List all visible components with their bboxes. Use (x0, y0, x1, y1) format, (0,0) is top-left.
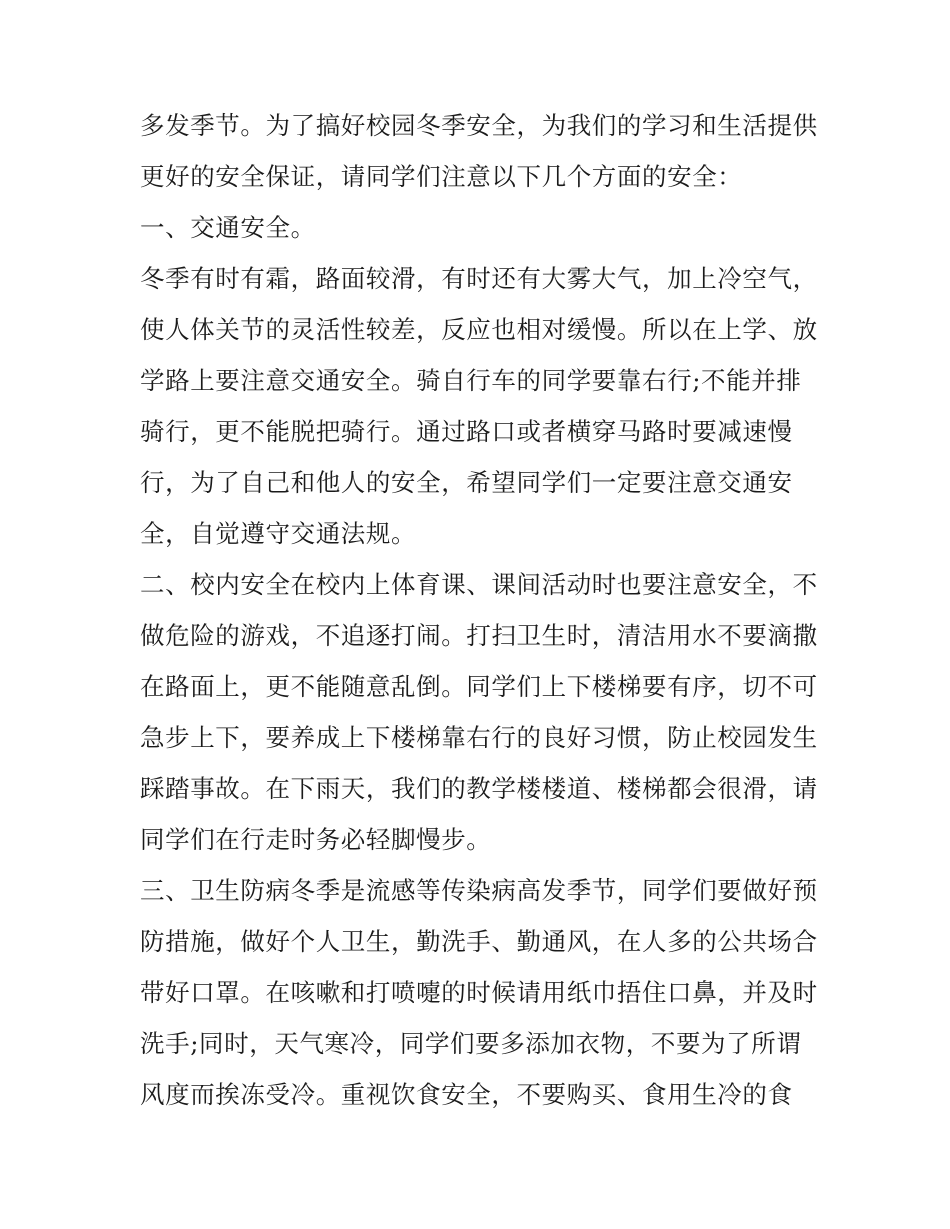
text-line: 做危险的游戏，不追逐打闹。打扫卫生时，清洁用水不要滴撒 (140, 621, 818, 650)
text-line: 使人体关节的灵活性较差，反应也相对缓慢。所以在上学、放 (140, 315, 818, 344)
text-line: 冬季有时有霜，路面较滑，有时还有大雾大气，加上冷空气， (140, 264, 818, 293)
section-heading-traffic: 一、交通安全。 (140, 213, 316, 242)
text-line: 风度而挨冻受冷。重视饮食安全，不要购买、食用生冷的食 (140, 1080, 793, 1109)
text-line: 踩踏事故。在下雨天，我们的教学楼楼道、楼梯都会很滑，请 (140, 774, 818, 803)
text-line: 防措施，做好个人卫生，勤洗手、勤通风，在人多的公共场合 (140, 927, 818, 956)
section-paragraph-health: 三、卫生防病冬季是流感等传染病高发季节，同学们要做好预 (140, 876, 818, 905)
text-line: 在路面上，更不能随意乱倒。同学们上下楼梯要有序，切不可 (140, 672, 818, 701)
text-line: 学路上要注意交通安全。骑自行车的同学要靠右行;不能并排 (140, 366, 802, 395)
text-line: 同学们在行走时务必轻脚慢步。 (140, 825, 492, 854)
text-line: 洗手;同时，天气寒冷，同学们要多添加衣物，不要为了所谓 (140, 1029, 802, 1058)
text-line: 行，为了自己和他人的安全，希望同学们一定要注意交通安 (140, 468, 793, 497)
section-paragraph-campus: 二、校内安全在校内上体育课、课间活动时也要注意安全，不 (140, 570, 818, 599)
text-line: 全，自觉遵守交通法规。 (140, 519, 417, 548)
document-body (140, 100, 820, 1120)
text-line: 带好口罩。在咳嗽和打喷嚏的时候请用纸巾捂住口鼻，并及时 (140, 978, 818, 1007)
text-line: 急步上下，要养成上下楼梯靠右行的良好习惯，防止校园发生 (140, 723, 818, 752)
text-line: 多发季节。为了搞好校园冬季安全，为我们的学习和生活提供 (140, 111, 818, 140)
text-line: 更好的安全保证，请同学们注意以下几个方面的安全： (140, 162, 743, 191)
text-line: 骑行，更不能脱把骑行。通过路口或者横穿马路时要减速慢 (140, 417, 793, 446)
